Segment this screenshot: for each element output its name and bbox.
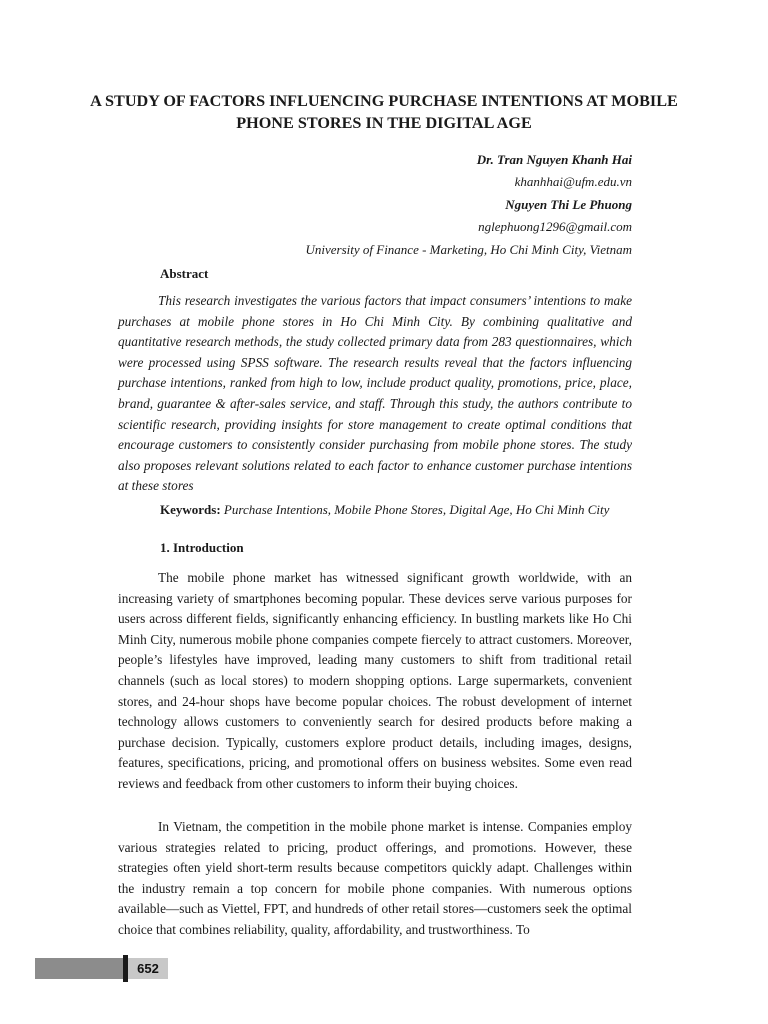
paper-title: A STUDY OF FACTORS INFLUENCING PURCHASE INTENTIONS AT MOBILE PHONE STORES IN THE DIGITAL AGE [90, 92, 678, 132]
author-name: Nguyen Thi Le Phuong [505, 196, 632, 212]
author-block [152, 149, 632, 261]
body-paragraph: In Vietnam, the competition in the mobile phone market is intense. Companies employ various strategies related to pricing, product offerings, and promotions. However, these strategies often yield short-term results because competitors quickly adapt. Challenges within the industry remain a top concern for mobile phone companies. With numerous options available—such as Viettel, FPT, and hundreds of other retail stores—customers seek the optimal choice that combines reliability, quality, affordability, and trustworthiness. To [118, 819, 632, 937]
author-email: nglephuong1296@gmail.com [478, 219, 632, 235]
affiliation: University of Finance - Marketing, Ho Chi Minh City, Vietnam [305, 241, 632, 257]
author-email: khanhhai@ufm.edu.vn [514, 174, 632, 190]
keywords-label: Keywords: [160, 502, 221, 517]
page-number: 652 [128, 958, 168, 979]
author-name: Dr. Tran Nguyen Khanh Hai [476, 152, 632, 167]
keywords-line [160, 500, 640, 520]
keywords-values: Purchase Intentions, Mobile Phone Stores, Digital Age, Ho Chi Minh City [223, 502, 610, 517]
body-paragraph: The mobile phone market has witnessed significant growth worldwide, with an increasing variety of smartphones becoming popular. These devices serve various purposes for users across different fields, significantly enhancing efficiency. In bustling markets like Ho Chi Minh City, numerous mobile phone companies compete fiercely to attract customers. Moreover, people’s lifestyles have improved, leading many customers to shift from traditional retail channels (such as local stores) to modern shopping options. Large supermarkets, convenient stores, and 24-hour shops have become popular choices. The robust development of internet technology allows customers to conveniently search for desired products before making a purchase decision. Typically, customers explore product details, including images, designs, features, specifications, pricing, and promotional offers on business websites. Some even read reviews and feedback from other customers to inform their buying choices. [118, 570, 632, 791]
abstract-text: This research investigates the various factors that impact consumers’ intentions to make purchases at mobile phone stores in Ho Chi Minh City. By combining qualitative and quantitative research methods, the study collected primary data from 283 questionnaires, which were processed using SPSS software. The research results reveal that the factors influencing purchase intentions, ranked from high to low, include product quality, promotions, price, place, brand, guarantee & after-sales service, and staff. Through this study, the authors contribute to scientific research, providing insights for store management to create optimal conditions that encourage customers to consistently consider purchasing from mobile phone stores. The study also proposes relevant solutions related to each factor to enhance customer purchase intentions at these stores [118, 293, 632, 494]
footer-bar [35, 958, 123, 979]
section-heading-introduction: 1. Introduction [160, 540, 244, 555]
abstract-heading: Abstract [160, 266, 209, 281]
